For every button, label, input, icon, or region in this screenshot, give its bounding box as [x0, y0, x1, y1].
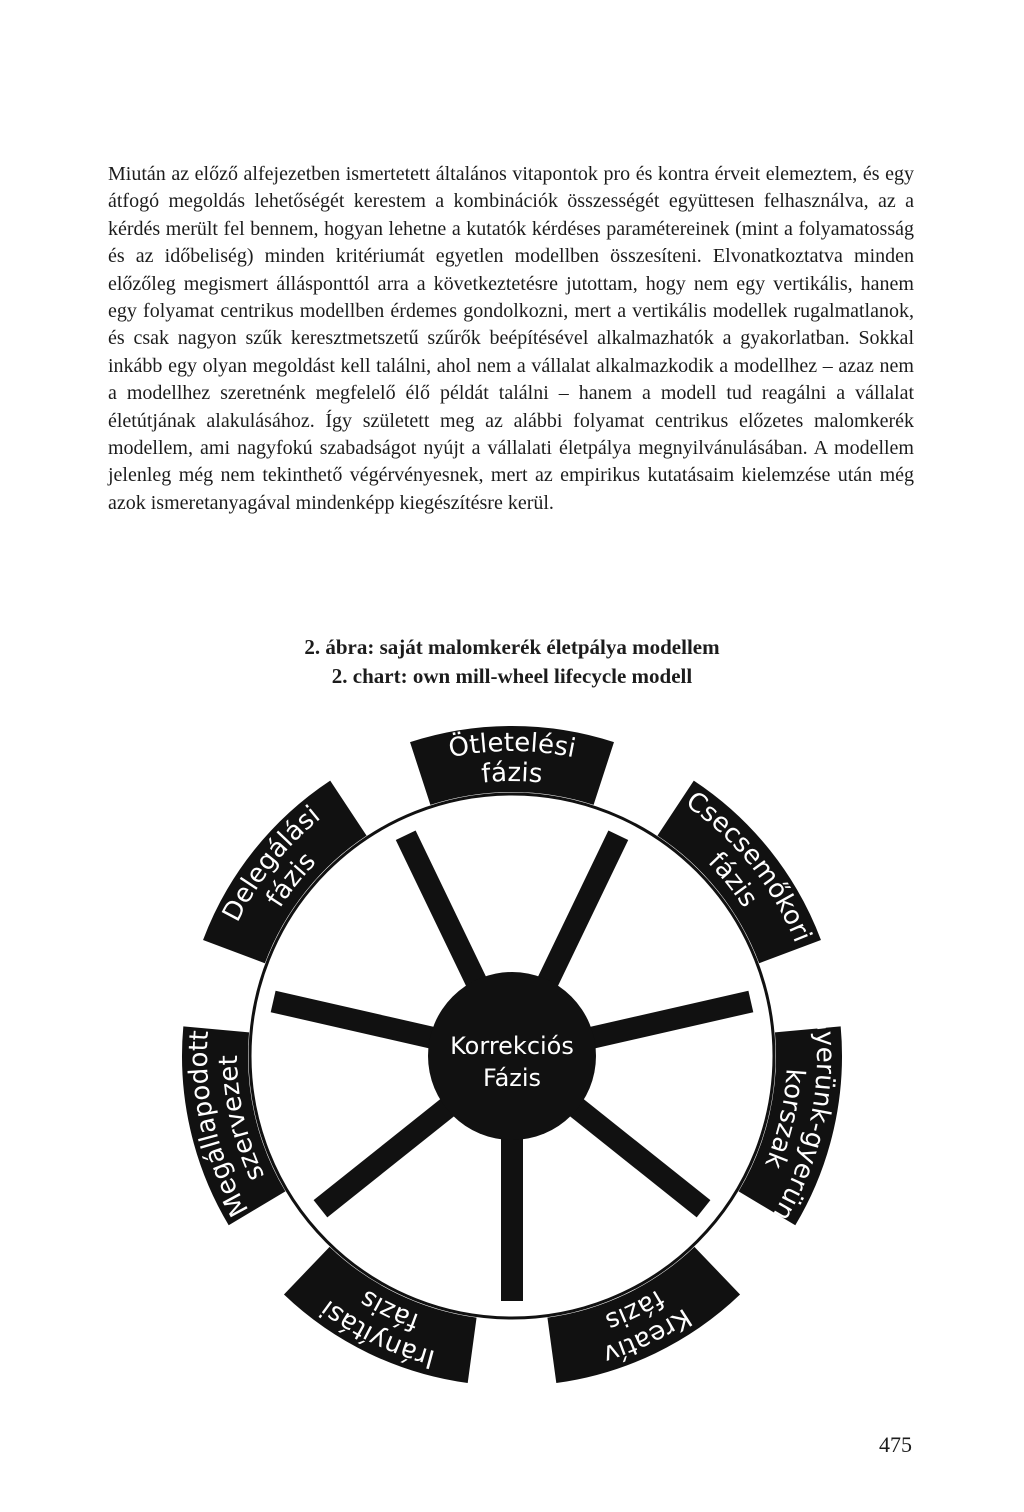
- segment-label-line1: Gyerünk-gyerünk: [758, 1008, 841, 1240]
- segment-label-line2: fázis: [601, 1283, 670, 1337]
- segment-label-line2: fázis: [480, 757, 544, 790]
- segment-label-line2: fázis: [702, 846, 764, 913]
- hub-label-line2: Fázis: [482, 1064, 542, 1092]
- segment-label-line2: fázis: [354, 1283, 423, 1337]
- figure-caption-english: 2. chart: own mill-wheel lifecycle modell: [331, 664, 693, 688]
- page-number: 475: [879, 1432, 912, 1457]
- figure-caption-hungarian: 2. ábra: saját malomkerék életpálya modellem: [304, 635, 720, 659]
- segment-label-line1: Delegálási: [216, 800, 326, 927]
- segment-label-line2: szervezet: [213, 1054, 271, 1186]
- mill-wheel-diagram: [0, 700, 1024, 1390]
- hub-label-line1: Korrekciós: [450, 1032, 574, 1060]
- body-paragraph: Miután az előző alfejezetben ismertetett általános vitapontok pro és kontra érveit elemeztem, és egy átfogó megoldás lehetőségét kerestem a kombinációk összességét együttesen felhasználva, az a kérdés merült fel bennem, hogyan lehetne a kutatók kérdéses paramétereinek (mint a folyamatosság és az időbeliség) minden kritériumát egyetlen modellben összesíteni. Elvonatkoztatva minden előzőleg megismert állásponttól arra a következtetésre jutottam, hogy nem egy vertikális, hanem egy folyamat centrikus modellben érdemes gondolkozni, mert a vertikális modellek rugalmatlanok, és csak nagyon szűk keresztmetszetű szűrők beépítésével alkalmazhatók a gyakorlatban. Sokkal inkább egy olyan megoldást kell találni, ahol nem a vállalat alkalmazkodik a modellhez – azaz nem a modellhez szeretnénk megfelelő élő példát találni – hanem a modell tud reagálni a vállalat életútjának alakulásához. Így született meg az alábbi folyamat centrikus előzetes malomkerék modellem, ami nagyfokú szabadságot nyújt a vállalati életpálya megnyilvánulásában. A modellem jelenleg még nem tekinthető végérvényesnek, mert az empirikus kutatásaim kielemzése után még azok ismeretanyagával mindenképp kiegészítésre kerül.: [108, 163, 914, 514]
- segment-label-line1: Megállapodott: [183, 1029, 255, 1222]
- segment-label-line2: korszak: [758, 1067, 810, 1173]
- segment-label-line2: fázis: [260, 846, 322, 913]
- segment-label-line1: Ötletelési: [446, 727, 579, 765]
- segment-label-line1: Kreatív: [599, 1302, 697, 1370]
- segment-label-line1: Irányítási: [314, 1293, 438, 1374]
- segment-label-line1: Csecsemőkori: [680, 785, 817, 947]
